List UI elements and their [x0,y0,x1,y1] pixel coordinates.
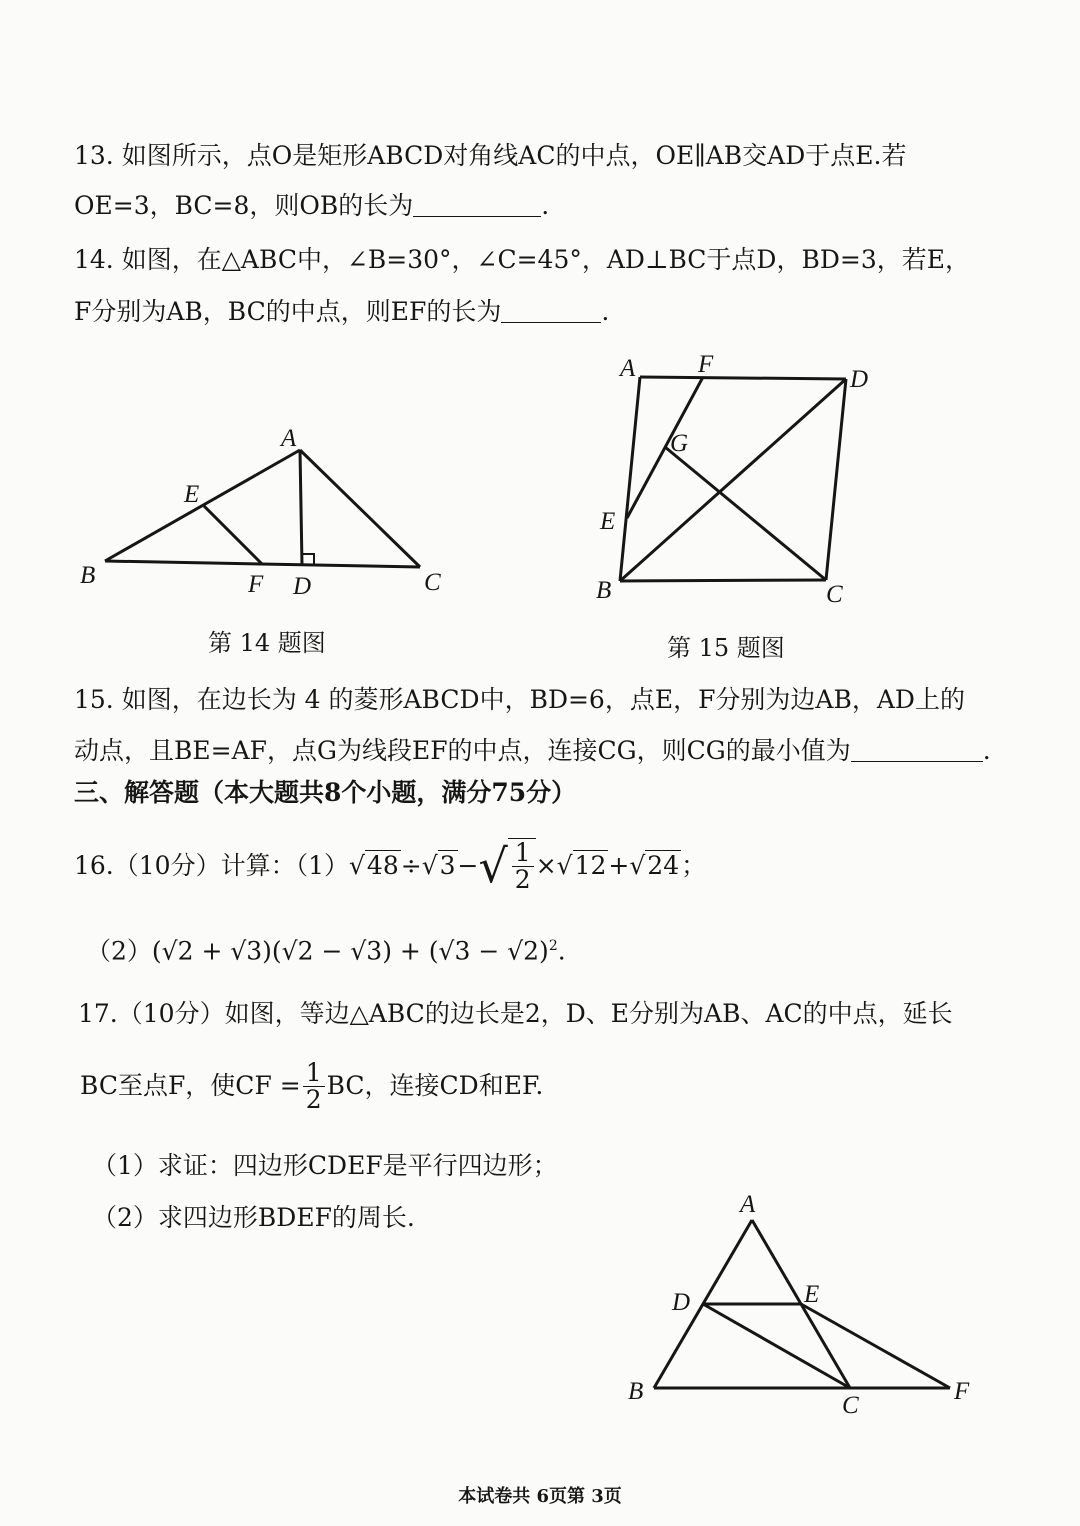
sqrt-48: √48 [348,851,399,880]
label-E: E [184,481,200,508]
label-A: A [740,1191,756,1218]
op-divide: ÷ [400,851,422,880]
q13-line2-text: OE=3，BC=8，则OB的长为 [74,191,414,220]
q17-frac: $\frac{1}{2}$ [303,1060,325,1113]
op-times: × [535,851,557,880]
label-C: C [826,581,843,608]
q17-line2-a: BC至点F，使CF = [80,1071,301,1100]
label-D: D [293,573,312,600]
q14-line2-text: F分别为AB，BC的中点，则EF的长为 [74,297,502,326]
q14-line2-end: . [601,297,610,326]
label-F: F [698,351,714,378]
q16-part2-expr: (√2 + √3)(√2 − √3) + (√3 − √2) [151,936,549,966]
label-C: C [424,569,441,596]
q16-part2-end: . [557,936,566,966]
q16-part2-exp: 2 [548,938,558,954]
label-G: G [670,430,689,457]
label-F: F [248,571,264,598]
label-D: D [850,366,869,393]
q17-sub2: （2）求四边形BDEF的周长. [92,1203,415,1232]
label-B: B [596,577,612,604]
q17-sub1: （1）求证：四边形CDEF是平行四边形； [92,1151,558,1180]
label-F: F [954,1378,970,1405]
section-3-heading: 三、解答题（本大题共8个小题，满分75分） [74,778,577,807]
sqrt-24: √24 [629,851,680,880]
figure-15-caption: 第 15 题图 [667,634,785,662]
q14-line1: 14. 如图，在△ABC中，∠B=30°，∠C=45°，AD⊥BC于点D，BD=3，若E， [74,245,970,274]
op-plus: + [608,851,630,880]
q16-prefix: 16.（10分）计算：（1） [74,851,349,880]
label-C: C [842,1392,859,1419]
q13-line1: 13. 如图所示，点O是矩形ABCD对角线AC的中点，OE∥AB交AD于点E.若 [74,141,907,170]
q17-line1: 17.（10分）如图，等边△ABC的边长是2，D、E分别为AB、AC的中点，延长 [78,999,953,1028]
sqrt-half: √ $\frac{1}{2}$ [478,838,535,894]
q15-line2-end: . [982,736,991,765]
seg-DC [703,1304,850,1388]
sqrt-12: √12 [556,851,607,880]
label-B: B [80,562,96,589]
sqrt-3: √3 [421,851,456,880]
label-A: A [620,355,636,382]
q13-line2-end: . [541,191,550,220]
label-B: B [628,1378,644,1405]
frac-half: $\frac{1}{2}$ [512,840,534,893]
page-footer: 本试卷共 6页第 3页 [458,1486,622,1507]
label-D: D [672,1289,691,1316]
figure-14-caption: 第 14 题图 [208,629,326,657]
label-E: E [600,508,616,535]
q16-p1-end: ； [681,851,707,880]
label-A: A [281,425,297,452]
seg-EF [801,1304,950,1388]
label-E: E [804,1281,820,1308]
op-minus: − [457,851,479,880]
q15-line1: 15. 如图，在边长为 4 的菱形ABCD中，BD=6，点E，F分别为边AB，AD上的 [74,685,965,714]
q17-line2-b: BC，连接CD和EF. [326,1071,544,1100]
q15-line2-text: 动点，且BE=AF，点G为线段EF的中点，连接CG，则CG的最小值为 [74,736,851,765]
q16-part2-prefix: （2） [86,936,152,966]
